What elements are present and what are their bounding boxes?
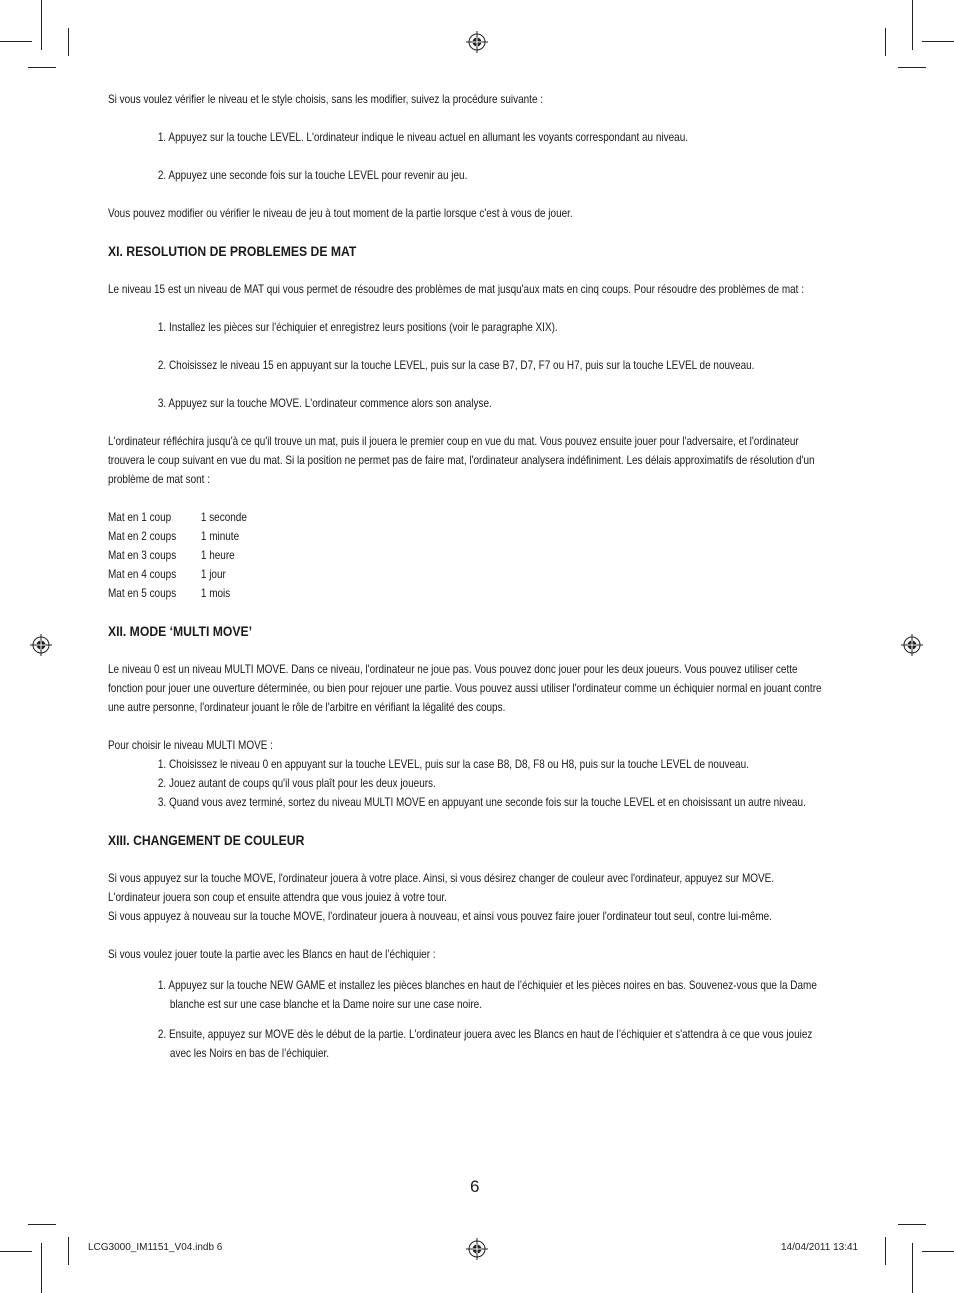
paragraph: Le niveau 15 est un niveau de MAT qui vous permet de résoudre des problèmes de mat jusqu'aux mats en cinq coups. Pour résoudre des problèmes de mat :	[108, 283, 805, 296]
registration-mark-icon	[901, 634, 923, 656]
crop-mark	[898, 67, 926, 68]
mate-time: 1 seconde	[200, 511, 247, 524]
paragraph: Si vous voulez jouer toute la partie avec les Blancs en haut de l’échiquier :	[108, 948, 436, 961]
list-item: 1. Choisissez le niveau 0 en appuyant sur la touche LEVEL, puis sur la case B8, D8, F8 ou H8, puis sur la touche LEVEL de nouveau.	[157, 758, 749, 771]
crop-mark	[922, 41, 954, 42]
footer-timestamp: 14/04/2011 13:41	[781, 1242, 859, 1253]
section-heading: XIII. CHANGEMENT DE COULEUR	[108, 833, 305, 848]
crop-mark	[0, 1251, 32, 1252]
list-item: 1. Appuyez sur la touche LEVEL. L'ordinateur indique le niveau actuel en allumant les voyants correspondant au niveau.	[157, 131, 689, 144]
crop-mark	[885, 1237, 886, 1265]
paragraph: Pour choisir le niveau MULTI MOVE :	[108, 739, 273, 752]
mate-time: 1 heure	[200, 549, 235, 562]
table-row	[108, 584, 247, 603]
crop-mark	[28, 67, 56, 68]
mate-time: 1 mois	[200, 587, 231, 600]
paragraph: L'ordinateur réfléchira jusqu'à ce qu'il trouve un mat, puis il jouera le premier coup en vue du mat. Vous pouvez ensuite jouer pour l'adversaire, et l'ordinateur trouvera le coup suivant en vue du mat. Si la position ne permet pas de faire mat, l'ordinateur analysera indéfiniment. Les délais approximatifs de résolution d'un problème de mat sont :	[108, 435, 815, 486]
list-item: 1. Installez les pièces sur l'échiquier et enregistrez leurs positions (voir le paragraphe XIX).	[157, 321, 558, 334]
crop-mark	[912, 0, 913, 50]
mate-label: Mat en 4 coups	[108, 568, 177, 581]
page-number: 6	[470, 1177, 480, 1196]
section-heading: XII. MODE ‘MULTI MOVE’	[108, 624, 253, 639]
crop-mark	[898, 1224, 926, 1225]
list-item: 2. Ensuite, appuyez sur MOVE dès le début de la partie. L'ordinateur jouera avec les Blancs en haut de l’échiquier et s'attendra à ce que vous jouiez avec les Noirs en bas de l’échiquier.	[157, 1028, 813, 1061]
table-row	[108, 565, 247, 584]
crop-mark	[0, 41, 32, 42]
table-row	[108, 546, 247, 565]
list-item: 1. Appuyez sur la touche NEW GAME et installez les pièces blanches en haut de l’échiquier et les pièces noires en bas. Souvenez-vous que la Dame blanche est sur une case blanche et la Dame noire sur une case noire.	[157, 978, 817, 1011]
paragraph: Si vous appuyez sur la touche MOVE, l'ordinateur jouera à votre place. Ainsi, si vous désirez changer de couleur avec l'ordinateur, appuyez sur MOVE. L'ordinateur jouera son coup et ensuite attendra que vous jouiez à votre tour.	[108, 872, 775, 904]
mate-label: Mat en 5 coups	[108, 587, 177, 600]
mate-time: 1 minute	[200, 530, 240, 543]
crop-mark	[912, 1243, 913, 1293]
table-row	[108, 527, 247, 546]
crop-mark	[68, 28, 69, 56]
crop-mark	[885, 28, 886, 56]
registration-mark-icon	[466, 1238, 488, 1260]
crop-mark	[28, 1224, 56, 1225]
mate-label: Mat en 2 coups	[108, 530, 177, 543]
paragraph: Si vous voulez vérifier le niveau et le style choisis, sans les modifier, suivez la procédure suivante :	[108, 93, 544, 106]
crop-mark	[68, 1237, 69, 1265]
paragraph: Si vous appuyez à nouveau sur la touche MOVE, l'ordinateur jouera à nouveau, et ainsi vous pouvez faire jouer l'ordinateur tout seul, contre lui-même.	[108, 910, 772, 923]
list-item: 2. Appuyez une seconde fois sur la touche LEVEL pour revenir au jeu.	[157, 169, 468, 182]
footer-file-name: LCG3000_IM1151_V04.indb 6	[88, 1242, 223, 1253]
paragraph: Vous pouvez modifier ou vérifier le niveau de jeu à tout moment de la partie lorsque c'est à vous de jouer.	[108, 207, 573, 220]
crop-mark	[922, 1251, 954, 1252]
mate-times-table	[108, 508, 247, 603]
list-item: 3. Quand vous avez terminé, sortez du niveau MULTI MOVE en appuyant une seconde fois sur la touche LEVEL et en choisissant un autre niveau.	[157, 796, 806, 809]
table-row	[108, 508, 247, 527]
list-item: 2. Jouez autant de coups qu'il vous plaît pour les deux joueurs.	[157, 777, 436, 790]
registration-mark-icon	[30, 634, 52, 656]
list-item: 3. Appuyez sur la touche MOVE. L'ordinateur commence alors son analyse.	[157, 397, 492, 410]
crop-mark	[41, 1243, 42, 1293]
mate-time: 1 jour	[200, 568, 226, 581]
paragraph: Le niveau 0 est un niveau MULTI MOVE. Dans ce niveau, l'ordinateur ne joue pas. Vous pouvez donc jouer pour les deux joueurs. Vous pouvez utiliser cette fonction pour jouer une ouverture déterminée, ou bien pour rejouer une partie. Vous pouvez aussi utiliser l'ordinateur comme un échiquier normal en jouant contre une autre personne, l'ordinateur jouant le rôle de l'arbitre en vérifiant la légalité des coups.	[108, 663, 822, 714]
crop-mark	[41, 0, 42, 50]
mate-label: Mat en 1 coup	[108, 511, 172, 524]
section-heading: XI. RESOLUTION DE PROBLEMES DE MAT	[108, 244, 357, 259]
registration-mark-icon	[466, 31, 488, 53]
list-item: 2. Choisissez le niveau 15 en appuyant sur la touche LEVEL, puis sur la case B7, D7, F7 ou H7, puis sur la touche LEVEL de nouveau.	[157, 359, 755, 372]
mate-label: Mat en 3 coups	[108, 549, 177, 562]
document-body	[108, 90, 822, 1063]
